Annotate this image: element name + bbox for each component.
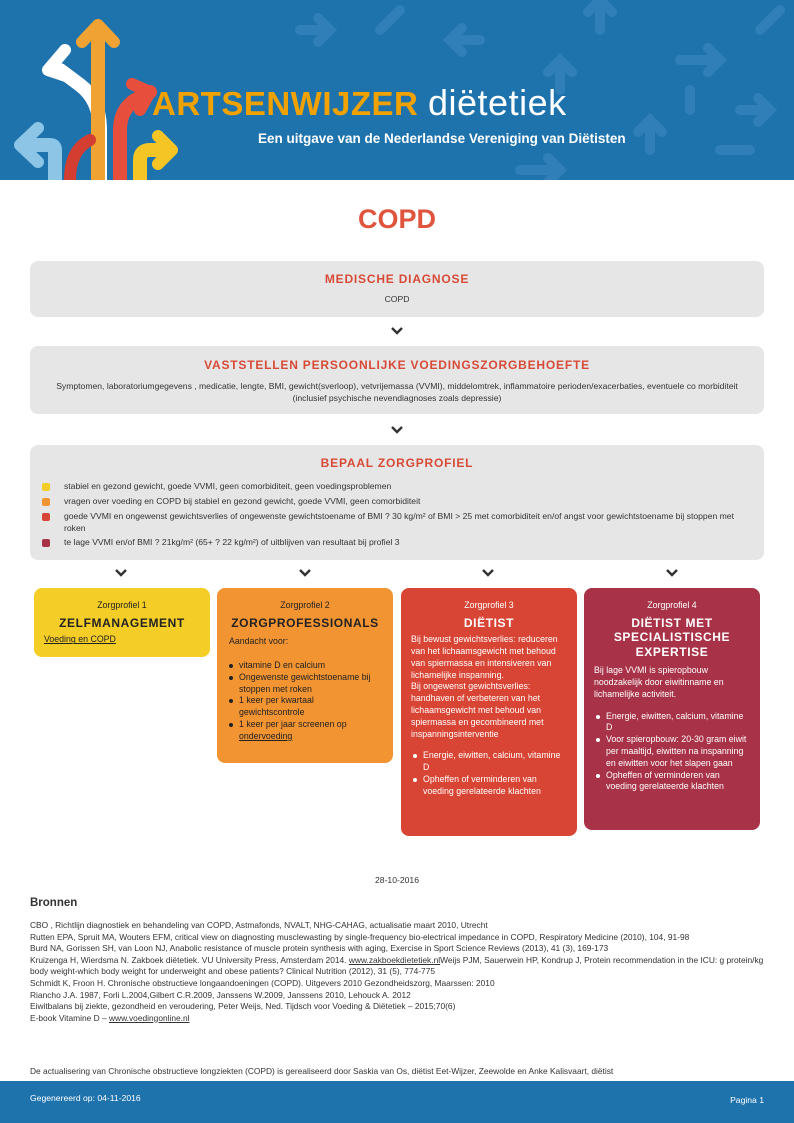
ondervoeding-link[interactable]: ondervoeding (239, 730, 293, 741)
list-item: Opheffen of verminderen van voeding gerelateerde klachten (594, 770, 750, 794)
list-item (227, 719, 381, 743)
behoefte-box (30, 346, 764, 414)
card-label: Zorgprofiel 2 (280, 600, 330, 610)
zakboekdietetiek-link[interactable]: www.zakboekdietetiek.nl (348, 954, 441, 965)
behoefte-heading: VASTSTELLEN PERSOONLIJKE VOEDINGSZORGBEHOEFTE (204, 358, 590, 372)
card-title: DIËTIST MET SPECIALISTISCHE EXPERTISE (613, 615, 731, 659)
zorgprofiel-heading: BEPAAL ZORGPROFIEL (320, 456, 474, 470)
page-title: COPD (357, 204, 436, 234)
brand-wordmark (152, 82, 567, 124)
brand-bold: ARTSENWIJZER (152, 85, 419, 122)
legend-item-2 (42, 496, 742, 508)
list-item: Energie, eiwitten, calcium, vitamine D (594, 711, 750, 735)
list-item: Ongewenste gewichtstoename bij stoppen met roken (227, 672, 381, 696)
legend-item-3 (42, 511, 742, 534)
card-title: ZELFMANAGEMENT (59, 615, 185, 630)
document-date: 28-10-2016 (375, 875, 419, 885)
bron-item: Schmidt K, Froon H. Chronische obstructieve longaandoeningen (COPD). Uitgevers 2010 Gezondheidszorg, Maarssen: 2010 (30, 977, 495, 988)
card-intro: Aandacht voor: (229, 636, 289, 647)
card-title: DIËTIST (463, 615, 515, 630)
list-item: vitamine D en calcium (227, 660, 381, 672)
bron-item: Eiwitbalans bij ziekte, gezondheid en veroudering, Peter Weijs, Ned. Tijdsch voor Voeding & Diëtetiek – 2015;70(6) (30, 1001, 456, 1012)
legend-text: vragen over voeding en COPD bij stabiel en gezond gewicht, goede VVMI, geen comorbiditeit (64, 496, 421, 506)
legend-swatch (42, 513, 50, 521)
chevron-down-icon (299, 569, 311, 577)
zorgprofiel-1-card (34, 588, 210, 657)
bron-text: Kruizenga H, Wierdsma N. Zakboek diëtetiek. VU University Press, Amsterdam 2014. (30, 954, 349, 965)
legend-item-4 (42, 537, 742, 549)
card-label: Zorgprofiel 4 (647, 600, 697, 610)
bron-item: Burd NA, Gorissen SH, van Loon NJ, Anabolic resistance of muscle protein synthesis with aging, Exercise in Sport Science Reviews (2013), 41 (3), 169-173 (30, 943, 609, 954)
bron-text: Weijs PJM, Sauerwein HP, Kondrup J, Protein recommendation in the ICU: g protein/kg body weight-which body weight for underweight and obese patients? Clinical Nutrition (2012), 31 (5), 774-775 (30, 954, 764, 977)
list-item: Opheffen of verminderen van voeding gerelateerde klachten (411, 774, 567, 798)
legend-text: stabiel en gezond gewicht, goede VVMI, geen comorbiditeit, geen voedingsproblemen (64, 481, 392, 491)
list-item: Voor spieropbouw: 20-30 gram eiwit per maaltijd, eiwitten na inspanning en eiwitten voor het slapen gaan (594, 734, 750, 769)
brand-subtitle: Een uitgave van de Nederlandse Vereniging van Diëtisten (258, 131, 626, 146)
legend-swatch (42, 498, 50, 506)
bron-item (30, 1013, 766, 1025)
list-item: 1 keer per kwartaal gewichtscontrole (227, 695, 381, 719)
zorgprofiel-4-card (584, 588, 760, 830)
diagnose-text: COPD (384, 294, 410, 304)
page-number: Pagina 1 (730, 1095, 764, 1105)
bron-item (30, 955, 766, 978)
bronnen-list (30, 920, 766, 1024)
diagnose-box (30, 261, 764, 317)
list-item: Energie, eiwitten, calcium, vitamine D (411, 750, 567, 774)
voeding-en-copd-link[interactable]: Voeding en COPD (44, 634, 116, 645)
legend-text: goede VVMI en ongewenst gewichtsverlies of ongewenste gewichtstoename of BMI ? 30 kg/m² of BMI > 25 met comorbiditeit en/of angst voor gewichtstoename bij stoppen met roken (64, 511, 734, 533)
card-label: Zorgprofiel 3 (464, 600, 514, 610)
card-text-1: Bij bewust gewichtsverlies: reduceren van het lichaamsgewicht met behoud van spiermassa en intensiveren van lichamelijke inspanning. (411, 634, 558, 680)
legend-swatch (42, 483, 50, 491)
card-title: ZORGPROFESSIONALS (231, 615, 379, 630)
card-text: Bij lage VVMI is spieropbouw noodzakelijk door eiwitinname en lichamelijke activiteit. (594, 665, 724, 699)
bron-item: CBO , Richtlijn diagnostiek en behandeling van COPD, Astmafonds, NVALT, NHG-CAHAG, actualisatie maart 2010, Utrecht (30, 920, 488, 930)
brand-light: diëtetiek (428, 82, 567, 123)
zorgprofiel-3-card (401, 588, 577, 836)
behoefte-text: Symptomen, laboratoriumgegevens , medicatie, lengte, BMI, gewicht(sverloop), vetvrijemassa (VVMI), middelomtrek, inflammatoire perioden/exacerbaties, eventuele co morbiditeit (inclusief psychische nevendiagnoses zoals depressie) (56, 381, 738, 403)
credits-note: De actualisering van Chronische obstructieve longziekten (COPD) is gerealiseerd door Saskia van Os, diëtist Eet-Wijzer, Zeewolde en Anke Kalisvaart, diëtist (30, 1066, 614, 1076)
bron-text: E-book Vitamine D – (30, 1012, 109, 1023)
chevron-down-icon (391, 327, 403, 335)
diagnose-heading: MEDISCHE DIAGNOSE (324, 272, 470, 286)
chevron-down-icon (482, 569, 494, 577)
zorgprofiel-2-card (217, 588, 393, 763)
chevron-down-icon (666, 569, 678, 577)
legend-text: te lage VVMI en/of BMI ? 21kg/m² (65+ ? 22 kg/m²) of uitblijven van resultaat bij profiel 3 (64, 537, 400, 547)
generated-date: Gegenereerd op: 04-11-2016 (30, 1093, 141, 1103)
header-banner (0, 0, 794, 180)
chevron-down-icon (115, 569, 127, 577)
bronnen-heading: Bronnen (30, 897, 78, 909)
footer-bar (0, 1081, 794, 1123)
bron-item: Rutten EPA, Spruit MA, Wouters EFM, critical view on diagnosting musclewasting by single-frequency bio-electrical impedance in COPD, Respiratory Medicine (2010), 104, 91-98 (30, 931, 690, 942)
voedingonline-link[interactable]: www.voedingonline.nl (108, 1012, 190, 1023)
card-text-2: Bij ongewenst gewichtsverlies: handhaven of verbeteren van het lichaamsgewicht met behoud van spiermassa en gecombineerd met inspanningsinterventie (411, 681, 544, 739)
bron-item: Riancho J.A. 1987, Forli L.2004,Gilbert C.R.2009, Janssens W.2009, Janssens 2010, Lehouck A. 2012 (30, 989, 411, 1000)
legend-swatch (42, 539, 50, 547)
card-label: Zorgprofiel 1 (97, 600, 147, 610)
legend-item-1 (42, 481, 742, 493)
list-item-text: 1 keer per jaar screenen op (239, 719, 347, 730)
chevron-down-icon (391, 426, 403, 434)
